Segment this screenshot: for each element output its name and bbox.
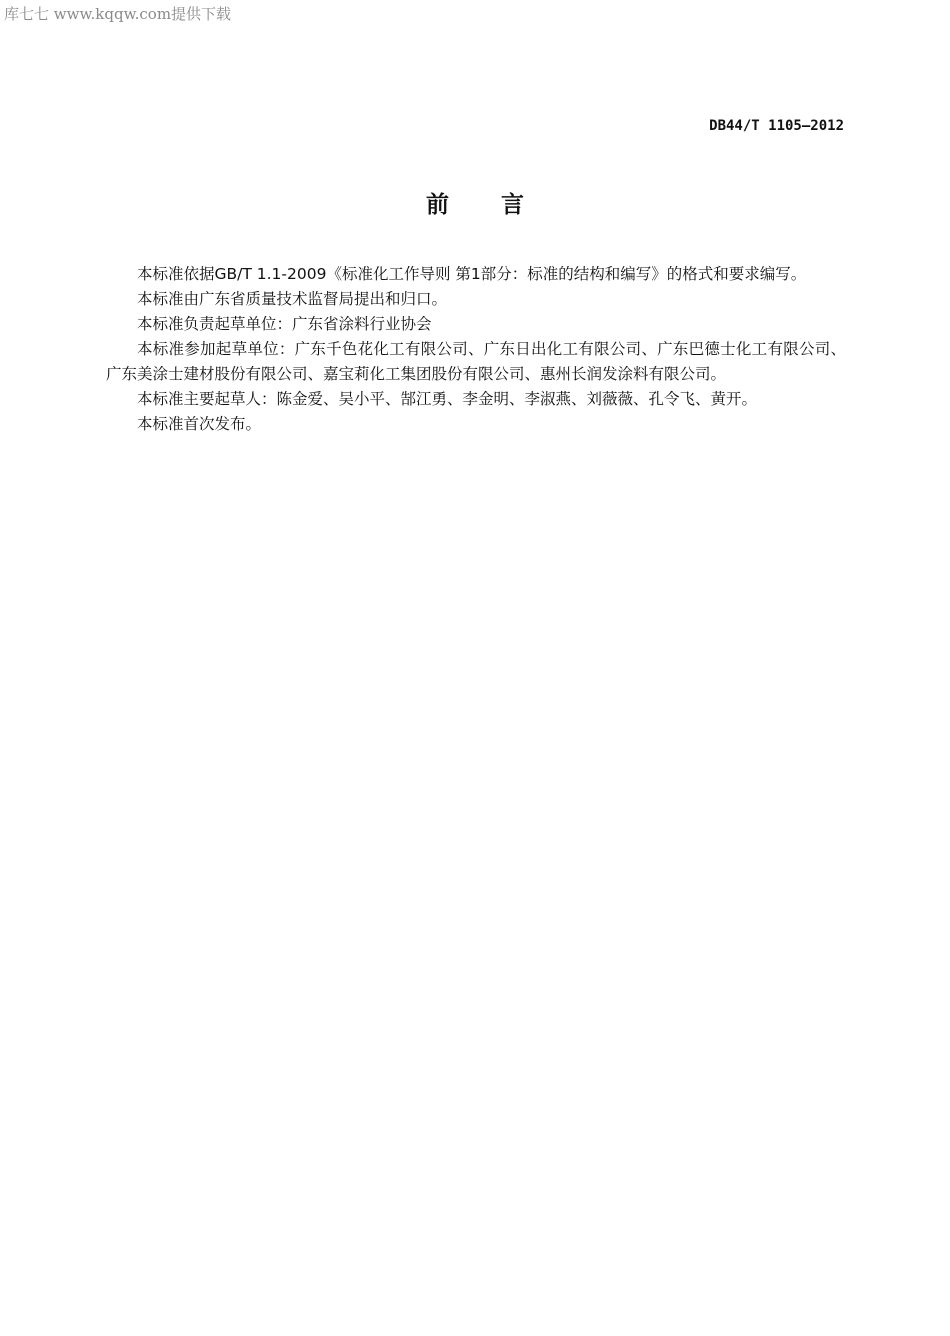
paragraph-participating-drafters: 本标准参加起草单位：广东千色花化工有限公司、广东日出化工有限公司、广东巴德士化工有限公司、广东美涂士建材股份有限公司、嘉宝莉化工集团股份有限公司、惠州长润发涂料有限公司。 <box>106 340 846 383</box>
watermark-text: 库七七 www.kqqw.com提供下载 <box>4 5 232 23</box>
foreword-body <box>106 262 846 437</box>
paragraph-proposer: 本标准由广东省质量技术监督局提出和归口。 <box>137 290 448 308</box>
paragraph-standard-basis: 本标准依据GB/T 1.1-2009《标准化工作导则 第1部分：标准的结构和编写》的格式和要求编写。 <box>137 265 807 283</box>
page-title: 前言 <box>426 192 576 218</box>
paragraph-first-release: 本标准首次发布。 <box>137 415 262 433</box>
paragraph-lead-drafter: 本标准负责起草单位：广东省涂料行业协会 <box>137 315 432 333</box>
document-code: DB44/T 1105—2012 <box>709 118 844 134</box>
paragraph-main-drafters: 本标准主要起草人：陈金爱、吴小平、郜江勇、李金明、李淑燕、刘薇薇、孔令飞、黄开。 <box>137 390 758 408</box>
